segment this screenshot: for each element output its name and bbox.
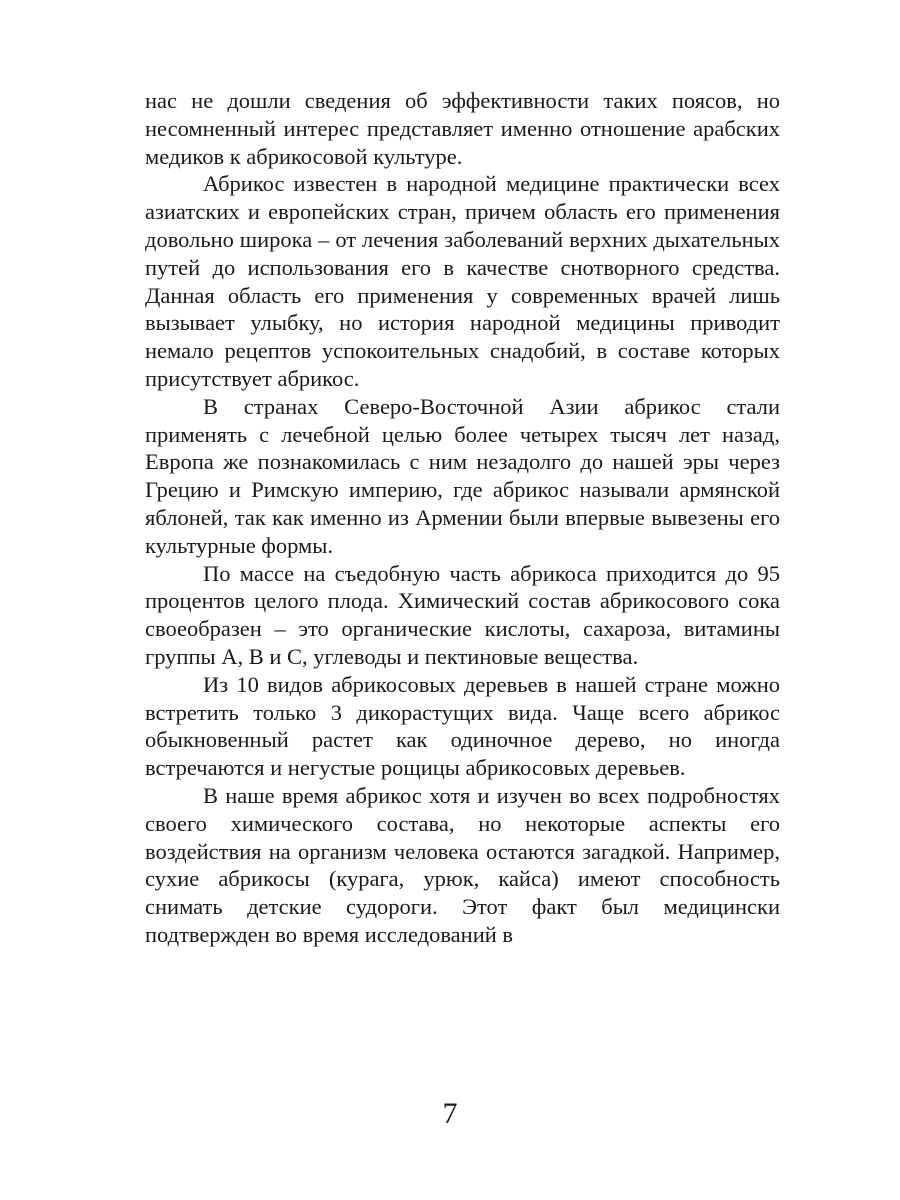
paragraph: В наше время абрикос хотя и изучен во всех подробностях своего химического состава, но некоторые аспекты его воздействия на организм человека остаются загадкой. Например, сухие абрикосы (курага, урюк, кайса) имеют способность снимать детские судороги. Этот факт был медицински подтвержден во время исследований в [145, 782, 780, 947]
paragraph: В странах Северо-Восточной Азии абрикос стали применять с лечебной целью более четырех тысяч лет назад, Европа же познакомилась с ним незадолго до нашей эры через Грецию и Римскую империю, где абрикос называли армянской яблоней, так как именно из Армении были впервые вывезены его культурные формы. [145, 393, 780, 558]
body-text [145, 87, 780, 949]
paragraph-continued: нас не дошли сведения об эффективности таких поясов, но несомненный интерес представляет именно отношение арабских медиков к абрикосовой культуре. [145, 88, 780, 169]
paragraph: По массе на съедобную часть абрикоса приходится до 95 процентов целого плода. Химический состав абрикосового сока своеобразен – это органические кислоты, сахароза, витамины группы А, В и С, углеводы и пектиновые вещества. [145, 560, 780, 669]
page-number: 7 [442, 1097, 458, 1130]
paragraph: Абрикос известен в народной медицине практически всех азиатских и европейских стран, причем область его применения довольно широка – от лечения заболеваний верхних дыхательных путей до использования его в качестве снотворного средства. Данная область его применения у современных врачей лишь вызывает улыбку, но история народной медицины приводит немало рецептов успокоительных снадобий, в составе которых присутствует абрикос. [145, 171, 780, 391]
paragraph: Из 10 видов абрикосовых деревьев в нашей стране можно встретить только 3 дикорастущих вида. Чаще всего абрикос обыкновенный растет как одиночное дерево, но иногда встречаются и негустые рощицы абрикосовых деревьев. [145, 671, 780, 781]
